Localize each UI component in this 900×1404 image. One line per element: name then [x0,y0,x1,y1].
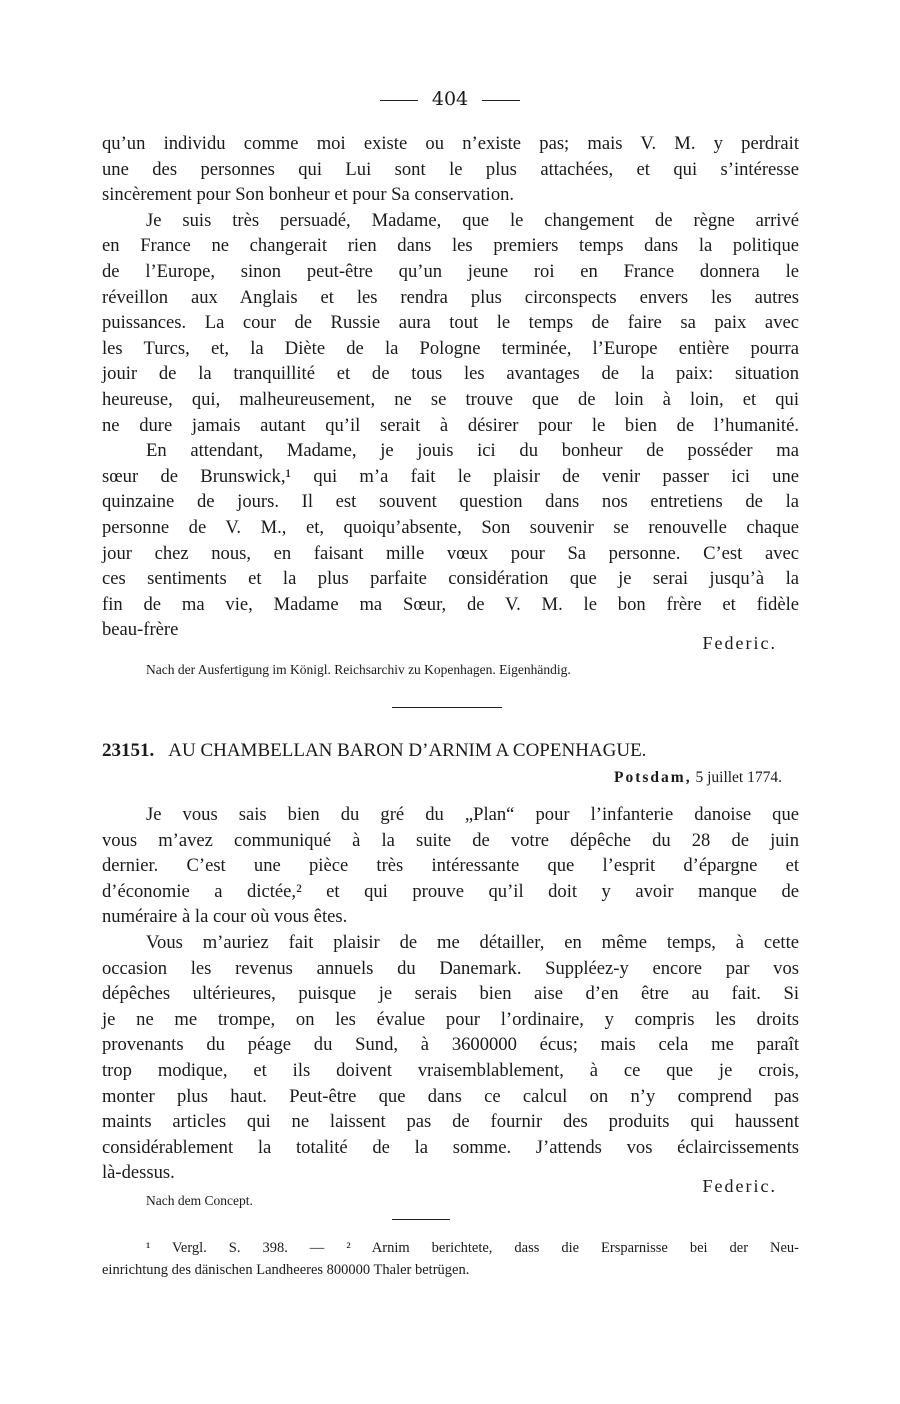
letter2-body [102,802,799,1200]
text-line: je ne me trompe, on les évalue pour l’ordinaire, y compris les droits [102,1008,799,1030]
text-line: Je suis très persuadé, Madame, que le changement de règne arrivé [146,209,799,231]
letter2-dateline [614,769,782,787]
text-line: puissances. La cour de Russie aura tout le temps de faire sa paix avec [102,312,799,334]
text-line: Je vous sais bien du gré du „Plan“ pour l’infanterie danoise que [146,804,799,825]
text-line: heureuse, qui, malheureusement, ne se trouve que de loin à loin, et qui [102,388,799,410]
text-line: provenants du péage du Sund, à 3600000 écus; mais cela me paraît [102,1034,799,1056]
letter1-body [102,131,799,656]
letter-place: Potsdam, [614,769,692,786]
text-line: en France ne changerait rien dans les premiers temps dans la politique [102,235,799,257]
text-line: maints articles qui ne laissent pas de fournir des produits qui haussent [102,1111,799,1133]
text-line: qu’un individu comme moi existe ou n’existe pas; mais V. M. y perdrait [102,133,799,154]
text-line: là-dessus. [102,1162,175,1184]
text-line: les Turcs, et, la Diète de la Pologne terminée, l’Europe entière pourra [102,337,799,359]
text-line: En attendant, Madame, je jouis ici du bonheur de posséder ma [146,440,799,462]
letter-date: 5 juillet 1774. [695,769,782,786]
letter1-signature: Federic. [702,632,777,653]
text-line: beau-frère [102,619,179,641]
page-number-dash-left [380,100,418,101]
text-line: jour chez nous, en faisant mille vœux pour Sa personne. C’est avec [102,542,799,564]
text-line: trop modique, et ils doivent vraisemblablement, à ce que je crois, [102,1059,799,1081]
letter2-source-note: Nach dem Concept. [146,1193,253,1208]
text-line: jouir de la tranquillité et de tous les avantages de la paix: situation [102,363,799,385]
footnote-line: ¹ Vergl. S. 398. — ² Arnim berichtete, dass die Ersparnisse bei der Neu- [146,1240,799,1256]
text-line: ne dure jamais autant qu’il serait à désirer pour le bien de l’humanité. [102,414,799,436]
page-number-dash-right [482,100,520,101]
footnote-line: einrichtung des dänischen Landheeres 800000 Thaler betrügen. [102,1262,470,1278]
text-line: d’économie a dictée,² et qui prouve qu’il doit y avoir manque de [102,880,799,902]
text-line: considérablement la totalité de la somme. J’attends vos éclaircissements [102,1136,799,1158]
page-number-text: 404 [431,88,469,110]
text-line: numéraire à la cour où vous êtes. [102,906,348,928]
letter-number: 23151. [102,740,155,761]
text-line: vous m’avez communiqué à la suite de votre dépêche du 28 de juin [102,829,799,851]
page-number [0,88,900,110]
section-divider [392,707,502,708]
letter2-signature: Federic. [702,1175,777,1196]
text-line: dernier. C’est une pièce très intéressante que l’esprit d’épargne et [102,855,799,877]
letter1-source-note: Nach der Ausfertigung im Königl. Reichsarchiv zu Kopenhagen. Eigenhändig. [146,662,571,677]
text-line: sœur de Brunswick,¹ qui m’a fait le plaisir de venir passer ici une [102,465,799,487]
letter-title: AU CHAMBELLAN BARON D’ARNIM A COPENHAGUE. [168,740,647,761]
text-line: une des personnes qui Lui sont le plus attachées, et qui s’intéresse [102,158,799,180]
text-line: monter plus haut. Peut-être que dans ce calcul on n’y comprend pas [102,1085,799,1107]
footnotes [102,1237,799,1281]
text-line: fin de ma vie, Madame ma Sœur, de V. M. le bon frère et fidèle [102,593,799,615]
text-line: sincèrement pour Son bonheur et pour Sa conservation. [102,184,515,206]
text-line: ces sentiments et la plus parfaite considération que je serai jusqu’à la [102,568,799,590]
text-line: personne de V. M., et, quoiqu’absente, Son souvenir se renouvelle chaque [102,516,799,538]
text-line: occasion les revenus annuels du Danemark. Suppléez-y encore par vos [102,957,799,979]
letter2-heading [102,740,802,762]
footnote-divider [392,1219,450,1220]
text-line: réveillon aux Anglais et les rendra plus circonspects envers les autres [102,286,799,308]
text-line: Vous m’auriez fait plaisir de me détailler, en même temps, à cette [146,931,799,953]
text-line: quinzaine de jours. Il est souvent question dans nos entretiens de la [102,491,799,513]
text-line: dépêches ultérieures, puisque je serais bien aise d’en être au fait. Si [102,983,799,1005]
text-line: de l’Europe, sinon peut-être qu’un jeune roi en France donnera le [102,260,799,282]
